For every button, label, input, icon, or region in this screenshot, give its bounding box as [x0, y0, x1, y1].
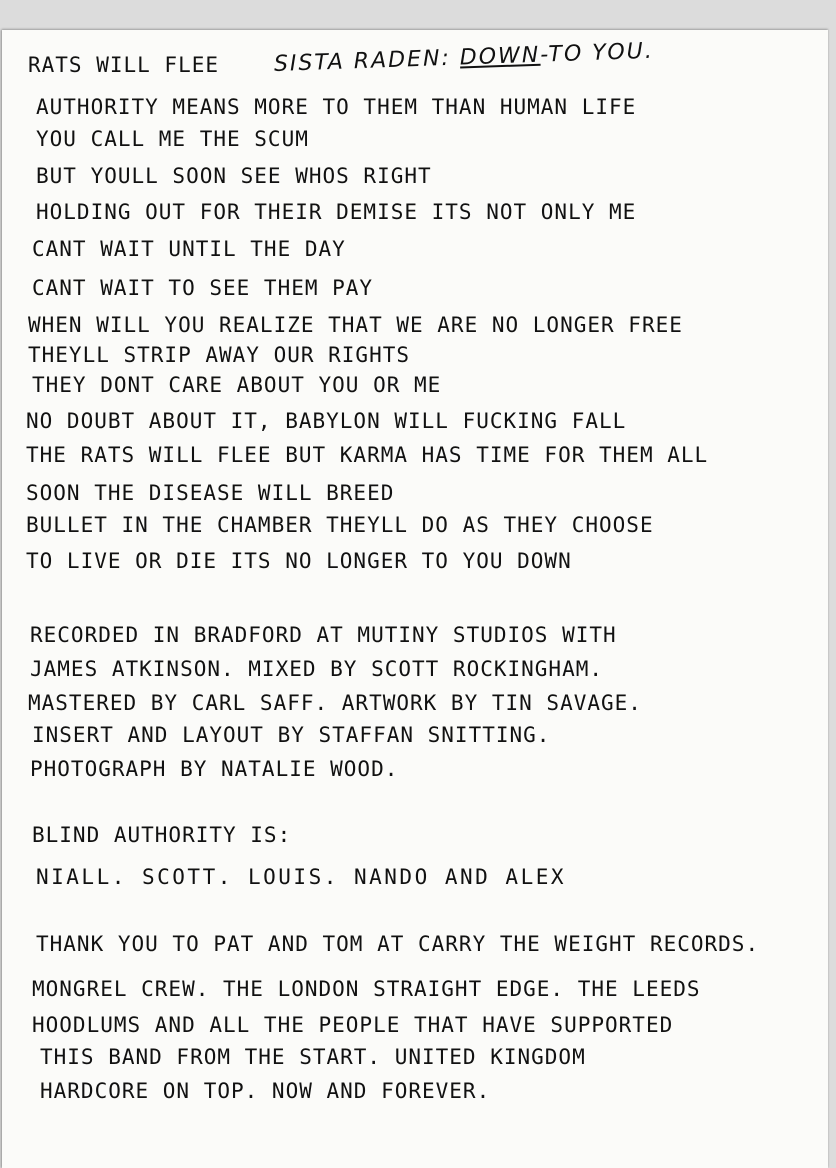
lyric-line: CANT WAIT TO SEE THEM PAY — [32, 276, 374, 300]
lyric-sheet — [2, 30, 828, 1168]
lyric-line: THEYLL STRIP AWAY OUR RIGHTS — [28, 343, 411, 367]
credits-line: JAMES ATKINSON. MIXED BY SCOTT ROCKINGHAM. — [30, 657, 604, 681]
lyric-line: WHEN WILL YOU REALIZE THAT WE ARE NO LONGER FREE — [28, 313, 683, 337]
handwritten-note — [274, 39, 655, 77]
credits-line: RECORDED IN BRADFORD AT MUTINY STUDIOS WITH — [30, 623, 617, 647]
lyric-line: CANT WAIT UNTIL THE DAY — [32, 237, 346, 261]
lyric-line: YOU CALL ME THE SCUM — [36, 127, 309, 151]
thanks-line: THIS BAND FROM THE START. UNITED KINGDOM — [40, 1045, 586, 1069]
lyric-line: THEY DONT CARE ABOUT YOU OR ME — [32, 373, 442, 397]
handwritten-suffix: -TO YOU. — [539, 38, 655, 68]
lyric-line: THE RATS WILL FLEE BUT KARMA HAS TIME FOR THEM ALL — [26, 443, 709, 467]
credits-line: INSERT AND LAYOUT BY STAFFAN SNITTING. — [32, 723, 551, 747]
thanks-line: HOODLUMS AND ALL THE PEOPLE THAT HAVE SUPPORTED — [32, 1013, 674, 1037]
handwritten-prefix: SISTA RADEN: — [273, 45, 452, 77]
credits-line: MASTERED BY CARL SAFF. ARTWORK BY TIN SAVAGE. — [28, 691, 642, 715]
lyric-line: SOON THE DISEASE WILL BREED — [26, 481, 395, 505]
lyric-line: HOLDING OUT FOR THEIR DEMISE ITS NOT ONLY ME — [36, 200, 637, 224]
thanks-line: THANK YOU TO PAT AND TOM AT CARRY THE WEIGHT RECORDS. — [36, 932, 760, 956]
credits-line: PHOTOGRAPH BY NATALIE WOOD. — [30, 757, 399, 781]
lyric-line: BULLET IN THE CHAMBER THEYLL DO AS THEY CHOOSE — [26, 513, 654, 537]
lyric-line: AUTHORITY MEANS MORE TO THEM THAN HUMAN LIFE — [36, 95, 637, 119]
lyric-line: BUT YOULL SOON SEE WHOS RIGHT — [36, 164, 432, 188]
song-title: RATS WILL FLEE — [28, 53, 220, 77]
thanks-line: HARDCORE ON TOP. NOW AND FOREVER. — [40, 1079, 491, 1103]
lyric-line: NO DOUBT ABOUT IT, BABYLON WILL FUCKING FALL — [26, 409, 627, 433]
handwritten-down: DOWN — [459, 42, 541, 71]
members-heading: BLIND AUTHORITY IS: — [32, 823, 292, 847]
lyric-line: TO LIVE OR DIE ITS NO LONGER TO YOU DOWN — [26, 549, 572, 573]
thanks-line: MONGREL CREW. THE LONDON STRAIGHT EDGE. THE LEEDS — [32, 977, 701, 1001]
members-list: NIALL. SCOTT. LOUIS. NANDO AND ALEX — [36, 865, 567, 889]
